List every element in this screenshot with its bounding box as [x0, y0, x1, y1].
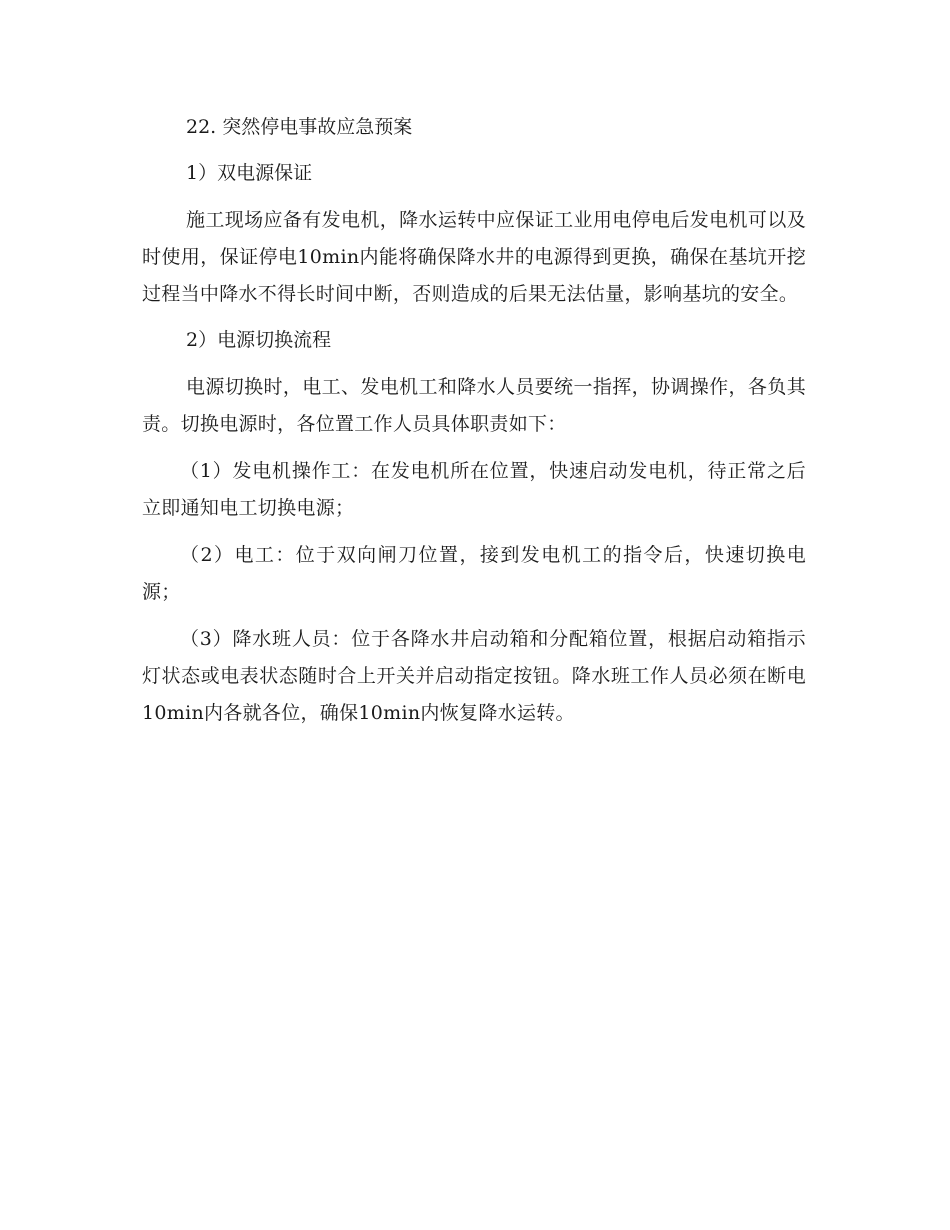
list-item-generator-operator: （1）发电机操作工：在发电机所在位置，快速启动发电机，待正常之后立即通知电工切换电源； [142, 460, 806, 519]
document-body [142, 108, 806, 732]
subheading-dual-power: 1）双电源保证 [186, 162, 313, 184]
paragraph-switch-intro: 电源切换时，电工、发电机工和降水人员要统一指挥，协调操作，各负其责。切换电源时，各位置工作人员具体职责如下： [142, 376, 806, 435]
list-item-dewatering-crew: （3）降水班人员：位于各降水井启动箱和分配箱位置，根据启动箱指示灯状态或电表状态随时合上开关并启动指定按钮。降水班工作人员必须在断电10min内各就各位，确保10min内恢复降水运转。 [142, 628, 806, 724]
section-title: 22. 突然停电事故应急预案 [186, 116, 413, 138]
paragraph-generator-backup: 施工现场应备有发电机，降水运转中应保证工业用电停电后发电机可以及时使用，保证停电10min内能将确保降水井的电源得到更换，确保在基坑开挖过程当中降水不得长时间中断，否则造成的后果无法估量，影响基坑的安全。 [142, 209, 806, 305]
list-item-electrician: （2）电工：位于双向闸刀位置，接到发电机工的指令后，快速切换电源； [142, 544, 806, 603]
subheading-switch-procedure: 2）电源切换流程 [186, 329, 332, 351]
